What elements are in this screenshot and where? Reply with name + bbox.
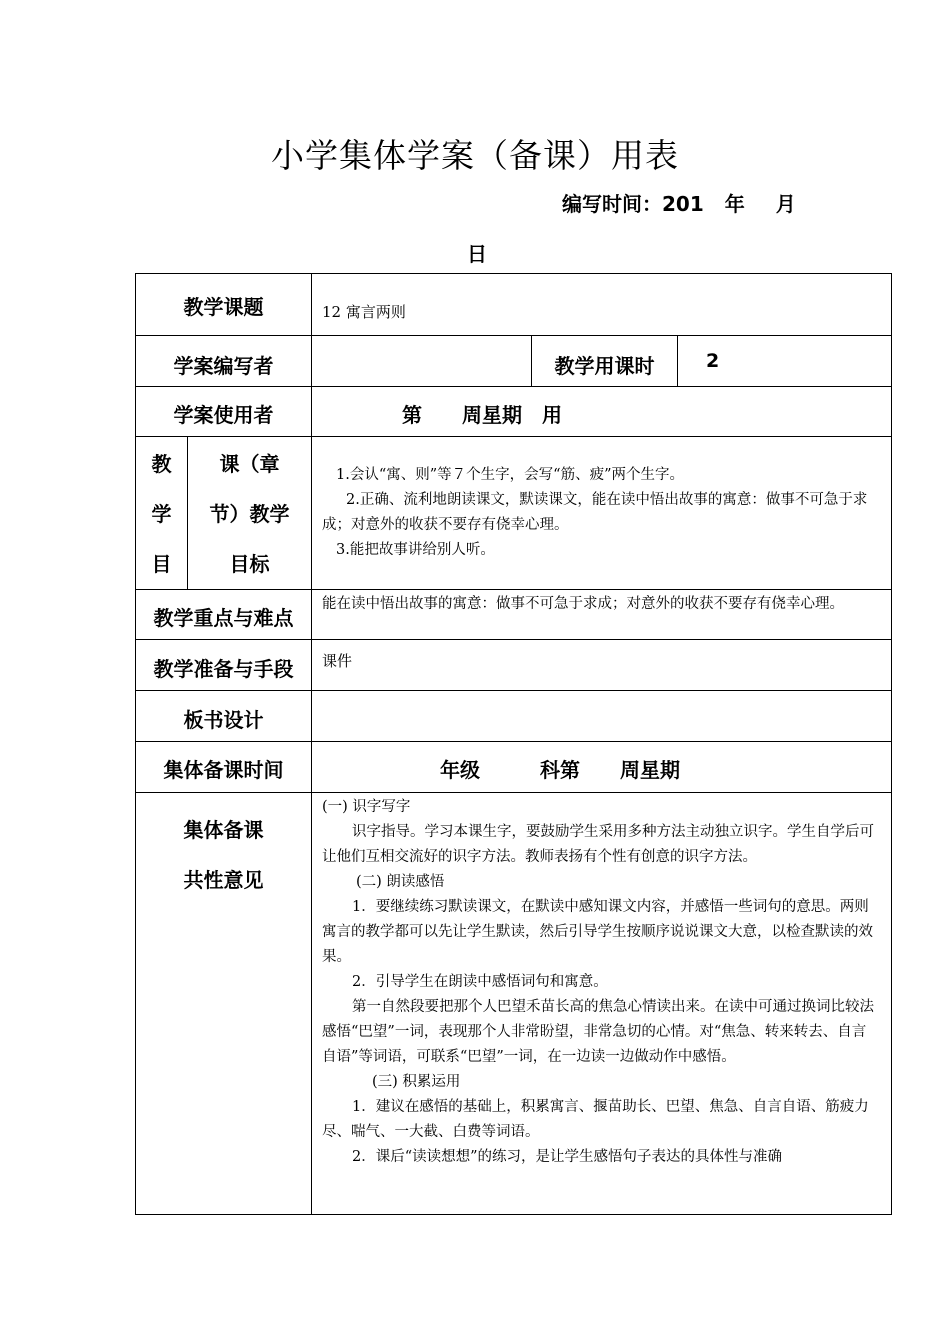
date-day: 日 (467, 242, 487, 266)
goals-label-char: 教 (151, 452, 172, 476)
goals-label-char: 学 (151, 502, 172, 526)
date-month: 月 (775, 192, 796, 216)
board-value (312, 691, 892, 742)
hours-value: 2 (678, 336, 892, 387)
goals-label-line: 课（章 (219, 452, 280, 476)
date-label: 编写时间：201 (562, 192, 704, 216)
hours-label: 教学用课时 (532, 336, 678, 387)
common-paragraph: 2．引导学生在朗读中感悟词句和寓意。 (352, 974, 608, 990)
user-label: 学案使用者 (136, 387, 312, 437)
common-paragraph: 1．建议在感悟的基础上，积累寓言、揠苗助长、巴望、焦急、自言自语、筋疲力尽、喘气、一大截、白费等词语。 (322, 1099, 869, 1140)
topic-label: 教学课题 (136, 274, 312, 336)
topic-value: 12 寓言两则 (312, 274, 892, 336)
focus-row (136, 590, 892, 640)
common-paragraph: 2．课后“读读想想”的练习，是让学生感悟句子表达的具体性与准确 (352, 1149, 783, 1165)
lesson-plan-table (135, 273, 892, 1215)
prep-row (136, 640, 892, 691)
group-time-value: 年级 科第 周星期 (312, 742, 892, 793)
goals-value (312, 437, 892, 590)
prep-value: 课件 (312, 640, 892, 691)
group-time-label: 集体备课时间 (136, 742, 312, 793)
common-value (312, 793, 892, 1215)
writer-label: 学案编写者 (136, 336, 312, 387)
common-row (136, 793, 892, 1215)
goal-item: 3.能把故事讲给别人听。 (336, 542, 495, 558)
goals-label-col2 (188, 437, 312, 590)
topic-row (136, 274, 892, 336)
user-value: 第 周星期 用 (312, 387, 892, 437)
goals-row (136, 437, 892, 590)
user-row (136, 387, 892, 437)
group-time-row (136, 742, 892, 793)
common-label-line1: 集体备课 (183, 818, 264, 842)
common-paragraph: 1．要继续练习默读课文，在默读中感知课文内容，并感悟一些词句的意思。两则寓言的教学都可以先让学生默读，然后引导学生按顺序说说课文大意，以检查默读的效果。 (322, 899, 873, 965)
goal-item: 2.正确、流利地朗读课文，默读课文，能在读中悟出故事的寓意：做事不可急于求成；对意外的收获不要存有侥幸心理。 (322, 492, 868, 533)
board-label: 板书设计 (136, 691, 312, 742)
date-year: 年 (724, 192, 745, 216)
common-paragraph: (二) 朗读感悟 (356, 874, 445, 890)
common-paragraph: 第一自然段要把那个人巴望禾苗长高的焦急心情读出来。在读中可通过换词比较法感悟“巴望”一词，表现那个人非常盼望，非常急切的心情。对“焦急、转来转去、自言自语”等词语，可联系“巴望”一词，在一边读一边做动作中感悟。 (322, 999, 874, 1065)
goals-label-line: 节）教学 (209, 502, 290, 526)
goals-label-col1 (136, 437, 188, 590)
writer-value (312, 336, 532, 387)
common-label (136, 793, 312, 1215)
goals-label-line: 目标 (229, 552, 270, 576)
prep-label: 教学准备与手段 (136, 640, 312, 691)
goal-item: 1.会认“寓、则”等７个生字，会写“筋、疲”两个生字。 (336, 467, 684, 483)
common-paragraph: 识字指导。学习本课生字，要鼓励学生采用多种方法主动独立识字。学生自学后可让他们互相交流好的识字方法。教师表扬有个性有创意的识字方法。 (322, 824, 874, 865)
common-label-line2: 共性意见 (183, 868, 264, 892)
goals-label-char: 目 (151, 552, 172, 576)
focus-value: 能在读中悟出故事的寓意：做事不可急于求成；对意外的收获不要存有侥幸心理。 (312, 590, 892, 640)
common-paragraph: (三) 积累运用 (372, 1074, 461, 1090)
date-line (562, 188, 810, 217)
page-title: 小学集体学案（备课）用表 (271, 136, 679, 175)
focus-label: 教学重点与难点 (136, 590, 312, 640)
writer-row (136, 336, 892, 387)
board-row (136, 691, 892, 742)
common-paragraph: (一) 识字写字 (322, 799, 411, 815)
